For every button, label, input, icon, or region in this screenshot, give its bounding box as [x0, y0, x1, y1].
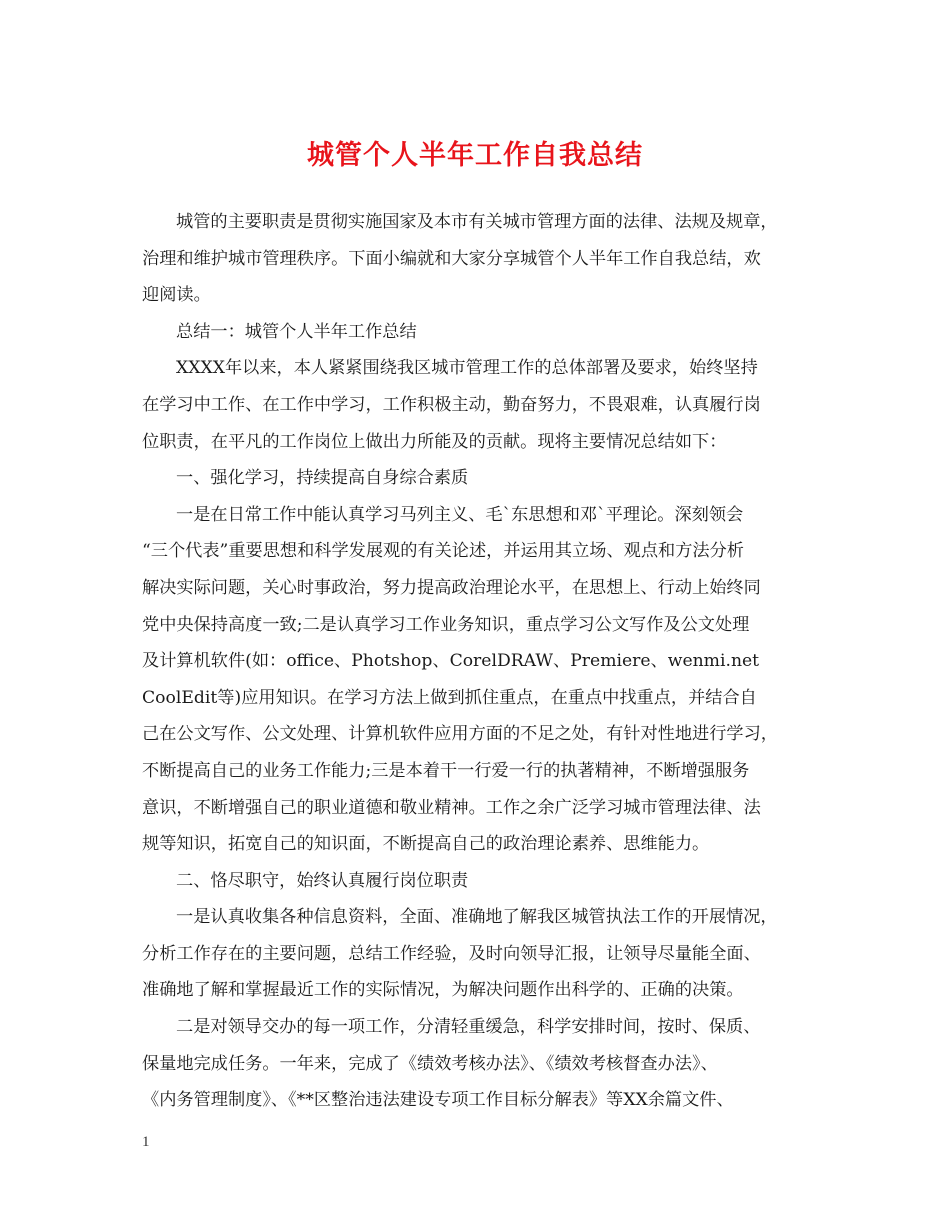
text-line: 治理和维护城市管理秩序。下面小编就和大家分享城管个人半年工作自我总结，欢	[142, 248, 761, 269]
text-line: 城管的主要职责是贯彻实施国家及本市有关城市管理方面的法律、法规及规章，	[176, 212, 778, 232]
text-line: 一、强化学习，持续提高自身综合素质	[176, 468, 469, 489]
document-title: 城管个人半年工作自我总结	[307, 140, 643, 171]
document-body	[142, 204, 832, 1119]
text-line: 解决实际问题，关心时事政治，努力提高政治理论水平，在思想上、行动上始终同	[142, 577, 761, 598]
text-line: 党中央保持高度一致;二是认真学习工作业务知识，重点学习公文写作及公文处理	[142, 614, 750, 635]
text-line: 不断提高自己的业务工作能力;三是本着干一行爱一行的执著精神，不断增强服务	[142, 760, 750, 781]
text-line: 《内务管理制度》、《**区整治违法建设专项工作目标分解表》等XX余篇文件、	[142, 1090, 734, 1111]
text-line: 迎阅读。	[142, 285, 211, 306]
text-line: 意识，不断增强自己的职业道德和敬业精神。工作之余广泛学习城市管理法律、法	[142, 797, 761, 818]
text-line: 分析工作存在的主要问题，总结工作经验，及时向领导汇报，让领导尽量能全面、	[142, 943, 761, 964]
text-line: XXXX年以来，本人紧紧围绕我区城市管理工作的总体部署及要求，始终坚持	[176, 358, 758, 379]
text-line: 己在公文写作、公文处理、计算机软件应用方面的不足之处，有针对性地进行学习，	[142, 724, 778, 745]
text-line: 规等知识，拓宽自己的知识面，不断提高自己的政治理论素养、思维能力。	[142, 834, 710, 855]
text-line: 准确地了解和掌握最近工作的实际情况，为解决问题作出科学的、正确的决策。	[142, 980, 744, 1001]
text-line: 二是对领导交办的每一项工作，分清轻重缓急，科学安排时间，按时、保质、	[176, 1017, 761, 1038]
text-line: 位职责，在平凡的工作岗位上做出力所能及的贡献。现将主要情况总结如下：	[142, 431, 727, 452]
text-line: 及计算机软件(如：office、Photshop、CorelDRAW、Premiere、wenmi.net	[142, 651, 760, 672]
text-line: 一是在日常工作中能认真学习马列主义、毛`东思想和邓`平理论。深刻领会	[176, 504, 744, 525]
text-line: 一是认真收集各种信息资料，全面、准确地了解我区城管执法工作的开展情况，	[176, 907, 778, 928]
text-line: 保量地完成任务。一年来，完成了《绩效考核办法》、《绩效考核督查办法》、	[142, 1053, 718, 1074]
text-line: 在学习中工作、在工作中学习，工作积极主动，勤奋努力，不畏艰难，认真履行岗	[142, 394, 761, 415]
text-line: 二、恪尽职守，始终认真履行岗位职责	[176, 870, 469, 891]
page-number: 1	[142, 1134, 150, 1150]
text-line: “三个代表”重要思想和科学发展观的有关论述，并运用其立场、观点和方法分析	[142, 541, 744, 562]
text-line: CoolEdit等)应用知识。在学习方法上做到抓住重点，在重点中找重点，并结合自	[142, 687, 757, 708]
text-line: 总结一：城管个人半年工作总结	[176, 321, 417, 342]
